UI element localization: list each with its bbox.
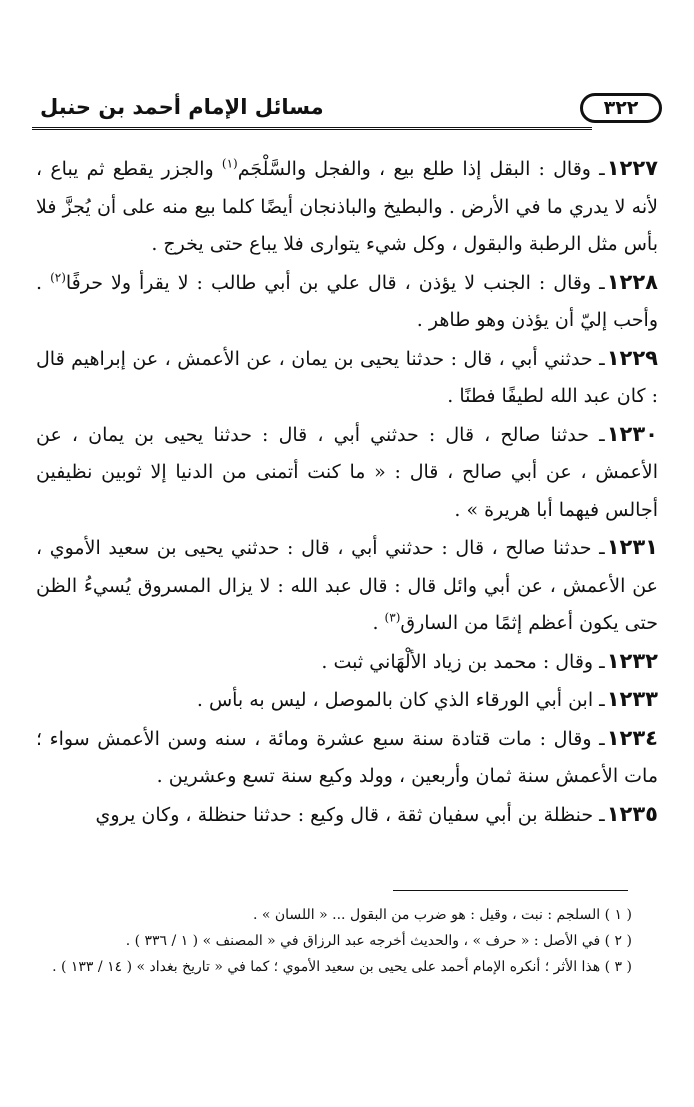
entry-1229 bbox=[36, 340, 658, 416]
entry-text: ـ وقال : الجنب لا يؤذن ، قال علي بن أبي طالب : لا يقرأ ولا حرفًا bbox=[65, 271, 605, 294]
entry-number: ١٢٣٢ bbox=[606, 648, 658, 673]
entry-1231 bbox=[36, 529, 658, 643]
footnote-separator bbox=[393, 890, 628, 891]
running-title: مسائل الإمام أحمد بن حنبل bbox=[40, 95, 324, 119]
entry-1228 bbox=[36, 264, 658, 340]
header-rule bbox=[32, 127, 592, 130]
entry-1232 bbox=[36, 643, 658, 682]
entry-1235 bbox=[36, 796, 658, 835]
entry-text: ـ وقال : مات قتادة سنة سبع عشرة ومائة ، سنه وسن الأعمش سواء ؛ مات الأعمش سنة ثمان وأربعين ، وولد وكيع سنة تسع وعشرين . bbox=[36, 727, 658, 787]
entry-1230 bbox=[36, 416, 658, 530]
footnote-3: ( ٣ ) هذا الأثر ؛ أنكره الإمام أحمد على يحيى بن سعيد الأموي ؛ كما في « تاريخ بغداد » ( ١٤ / ١٣٣ ) . bbox=[52, 959, 632, 975]
entry-number: ١٢٢٩ bbox=[606, 345, 658, 370]
footnotes bbox=[36, 903, 632, 981]
entry-text: ـ وقال : محمد بن زياد الألْهَاني ثبت . bbox=[321, 650, 605, 673]
entry-number: ١٢٣٥ bbox=[606, 801, 658, 826]
entry-text-cont: . وأحب إليّ أن يؤذن وهو طاهر . bbox=[36, 271, 658, 331]
entry-1233 bbox=[36, 681, 658, 720]
entry-text: ـ حدثنا صالح ، قال : حدثني أبي ، قال : حدثني يحيى بن سعيد الأموي ، عن الأعمش ، عن أبي وائل قال : قال عبد الله : لا يزال المسروق يُسيءُ الظن حتى يكون أعظم إثمًا من السارق bbox=[36, 537, 658, 634]
entry-1227 bbox=[36, 150, 658, 264]
entry-text-cont: . bbox=[372, 612, 385, 634]
footnote-1: ( ١ ) السلجم : نبت ، وقيل : هو ضرب من البقول ... « اللسان » . bbox=[252, 907, 632, 923]
entry-text-cont: والجزر يقطع ثم يباع ، لأنه لا يدري ما في الأرض . والبطيخ والباذنجان أيضًا كلما بيع منه على أن يُجزَّ فلا بأس مثل الرطبة والبقول ، وكل شيء يتوارى فلا يباع حتى يخرج . bbox=[36, 158, 658, 255]
entry-1234 bbox=[36, 720, 658, 796]
entry-number: ١٢٢٧ bbox=[606, 156, 658, 180]
entry-number: ١٢٣١ bbox=[606, 535, 658, 559]
entry-text: ـ حدثني أبي ، قال : حدثنا يحيى بن يمان ، عن الأعمش ، عن إبراهيم قال : كان عبد الله لطيفًا فطنًا . bbox=[36, 347, 658, 407]
entry-number: ١٢٢٨ bbox=[606, 269, 658, 294]
entry-number: ١٢٣٤ bbox=[606, 725, 658, 750]
footnote-ref: (١) bbox=[221, 156, 238, 171]
page-number: ٣٢٢ bbox=[580, 93, 662, 123]
footnote-2: ( ٢ ) في الأصل : « حرف » ، والحديث أخرجه عبد الرزاق في « المصنف » ( ١ / ٣٣٦ ) . bbox=[125, 933, 632, 949]
page-header bbox=[32, 93, 662, 129]
main-text bbox=[36, 150, 658, 834]
entry-text: ـ حنظلة بن أبي سفيان ثقة ، قال وكيع : حدثنا حنظلة ، وكان يروي bbox=[95, 803, 605, 826]
entry-number: ١٢٣٣ bbox=[606, 687, 658, 711]
footnote-ref: (٢) bbox=[50, 270, 66, 285]
entry-text: ـ حدثنا صالح ، قال : حدثني أبي ، قال : حدثنا يحيى بن يمان ، عن الأعمش ، عن أبي صالح ، قال : « ما كنت أتمنى من الدنيا إلا ثوبين نظيفين أجالس فيهما أبا هريرة » . bbox=[36, 423, 658, 521]
entry-number: ١٢٣٠ bbox=[606, 421, 658, 446]
entry-text: ـ وقال : البقل إذا طلع بيع ، والفجل والسَّلْجَم bbox=[237, 158, 605, 180]
footnote-ref: (٣) bbox=[384, 610, 401, 625]
entry-text: ـ ابن أبي الورقاء الذي كان بالموصل ، ليس به بأس . bbox=[196, 689, 605, 711]
